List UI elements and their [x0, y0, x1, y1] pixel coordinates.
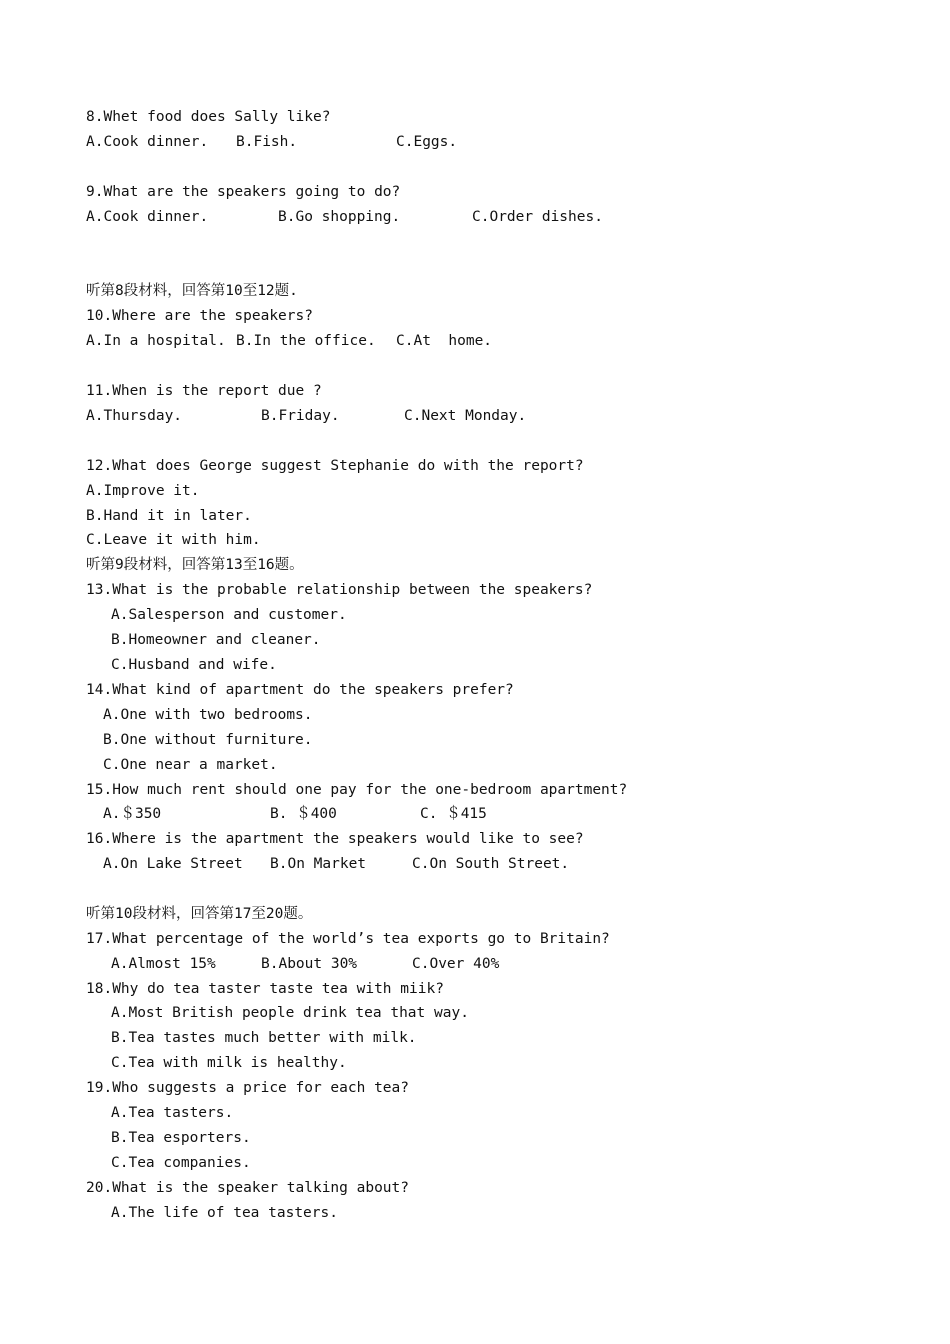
question-13-option-b: B.Homeowner and cleaner. — [111, 632, 321, 648]
question-18-option-a: A.Most British people drink tea that way. — [111, 1005, 469, 1021]
question-9-option-b: B.Go shopping. — [278, 209, 401, 225]
section-9-heading: 听第9段材料，回答第13至16题。 — [86, 557, 304, 573]
question-11-option-c: C.Next Monday. — [404, 408, 527, 424]
question-9: 9.What are the speakers going to do? — [86, 184, 401, 200]
section-8-heading: 听第8段材料，回答第10至12题. — [86, 283, 298, 299]
question-10: 10.Where are the speakers? — [86, 308, 313, 324]
question-14-option-c: C.One near a market. — [103, 757, 278, 773]
question-16-option-a: A.On Lake Street — [103, 856, 243, 872]
question-15: 15.How much rent should one pay for the one-bedroom apartment? — [86, 782, 628, 798]
section-10-heading: 听第10段材料，回答第17至20题。 — [86, 906, 313, 922]
question-17-option-a: A.Almost 15% — [111, 956, 216, 972]
question-17: 17.What percentage of the world’s tea exports go to Britain? — [86, 931, 610, 947]
question-14-option-b: B.One without furniture. — [103, 732, 313, 748]
question-20-option-a: A.The life of tea tasters. — [111, 1205, 338, 1221]
question-8: 8.Whet food does Sally like? — [86, 109, 331, 125]
question-18: 18.Why do tea taster taste tea with miik? — [86, 981, 444, 997]
question-10-option-a: A.In a hospital. — [86, 333, 226, 349]
question-11-option-a: A.Thursday. — [86, 408, 183, 424]
question-13-option-a: A.Salesperson and customer. — [111, 607, 347, 623]
question-15-option-b: B. ＄400 — [270, 806, 337, 822]
question-9-option-c: C.Order dishes. — [472, 209, 603, 225]
question-8-option-c: C.Eggs. — [396, 134, 458, 150]
question-11: 11.When is the report due ? — [86, 383, 322, 399]
question-13: 13.What is the probable relationship between the speakers? — [86, 582, 593, 598]
question-17-option-b: B.About 30% — [261, 956, 358, 972]
question-8-option-b: B.Fish. — [236, 134, 298, 150]
question-14: 14.What kind of apartment do the speakers prefer? — [86, 682, 514, 698]
question-15-option-a: A.＄350 — [103, 806, 162, 822]
question-19-option-c: C.Tea companies. — [111, 1155, 251, 1171]
question-19-option-b: B.Tea esporters. — [111, 1130, 251, 1146]
question-12-option-a: A.Improve it. — [86, 483, 200, 499]
question-18-option-c: C.Tea with milk is healthy. — [111, 1055, 347, 1071]
question-10-option-b: B.In the office. — [236, 333, 376, 349]
question-16-option-c: C.On South Street. — [412, 856, 570, 872]
question-10-option-c: C.At home. — [396, 333, 493, 349]
question-20: 20.What is the speaker talking about? — [86, 1180, 410, 1196]
question-9-option-a: A.Cook dinner. — [86, 209, 209, 225]
question-12-option-b: B.Hand it in later. — [86, 508, 252, 524]
question-19: 19.Who suggests a price for each tea? — [86, 1080, 410, 1096]
question-16: 16.Where is the apartment the speakers would like to see? — [86, 831, 584, 847]
question-8-option-a: A.Cook dinner. — [86, 134, 209, 150]
question-13-option-c: C.Husband and wife. — [111, 657, 277, 673]
question-17-option-c: C.Over 40% — [412, 956, 500, 972]
question-18-option-b: B.Tea tastes much better with milk. — [111, 1030, 417, 1046]
question-19-option-a: A.Tea tasters. — [111, 1105, 234, 1121]
question-11-option-b: B.Friday. — [261, 408, 340, 424]
question-12-option-c: C.Leave it with him. — [86, 532, 261, 548]
question-15-option-c: C. ＄415 — [420, 806, 487, 822]
question-12: 12.What does George suggest Stephanie do with the report? — [86, 458, 584, 474]
question-16-option-b: B.On Market — [270, 856, 367, 872]
question-14-option-a: A.One with two bedrooms. — [103, 707, 313, 723]
